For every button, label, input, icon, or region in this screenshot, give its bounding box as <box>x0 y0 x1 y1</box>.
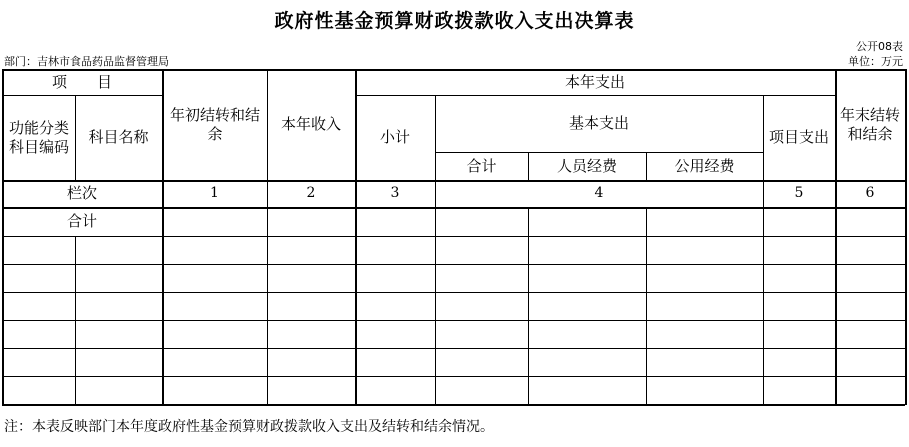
department-label: 部门：吉林市食品药品监督管理局 <box>4 55 169 68</box>
header-expense: 本年支出 <box>564 72 625 91</box>
rule-row-5 <box>2 348 905 349</box>
form-number: 公开08表 <box>856 40 903 53</box>
header-public-use: 公用经费 <box>674 156 735 175</box>
row-label-total: 合计 <box>66 212 97 230</box>
header-basic-expense: 基本支出 <box>568 114 629 132</box>
header-project-expense: 项目支出 <box>768 128 829 146</box>
rule-row-6 <box>2 376 905 377</box>
header-income: 本年收入 <box>280 115 341 133</box>
unit-label: 单位：万元 <box>848 55 903 68</box>
rule-row-1 <box>2 236 905 237</box>
rule-row-2 <box>2 264 905 265</box>
report-title: 政府性基金预算财政拨款收入支出决算表 <box>274 10 635 32</box>
column-number-4: 4 <box>594 185 604 201</box>
header-subject-name: 科目名称 <box>88 128 149 146</box>
table-right-border <box>905 69 907 405</box>
column-number-6: 6 <box>865 185 875 201</box>
column-number-5: 5 <box>794 185 804 201</box>
header-subtotal: 小计 <box>379 128 410 146</box>
header-function-code: 功能分类科目编码 <box>8 119 69 156</box>
column-number-1: 1 <box>210 185 219 201</box>
col-sep-code-lower <box>75 236 76 404</box>
column-number-3: 3 <box>390 185 400 201</box>
header-personnel: 人员经费 <box>556 156 617 175</box>
header-basic-total: 合计 <box>466 156 497 175</box>
rule-row-4 <box>2 320 905 321</box>
table-bottom-border <box>2 404 905 406</box>
rule-row-3 <box>2 292 905 293</box>
header-item: 项 目 <box>51 72 112 91</box>
col-sep-basic-total-lower <box>528 207 529 405</box>
col-sep-items <box>162 69 164 405</box>
column-number-2: 2 <box>306 185 316 201</box>
col-sep-project <box>835 69 837 405</box>
row-label-column-index: 栏次 <box>66 184 97 202</box>
header-end-balance: 年末结转和结余 <box>839 105 900 143</box>
header-begin-balance: 年初结转和结余 <box>169 105 260 143</box>
col-sep-personnel-lower <box>646 207 647 405</box>
table-note: 注：本表反映部门本年度政府性基金预算财政拨款收入支出及结转和结余情况。 <box>4 419 494 435</box>
